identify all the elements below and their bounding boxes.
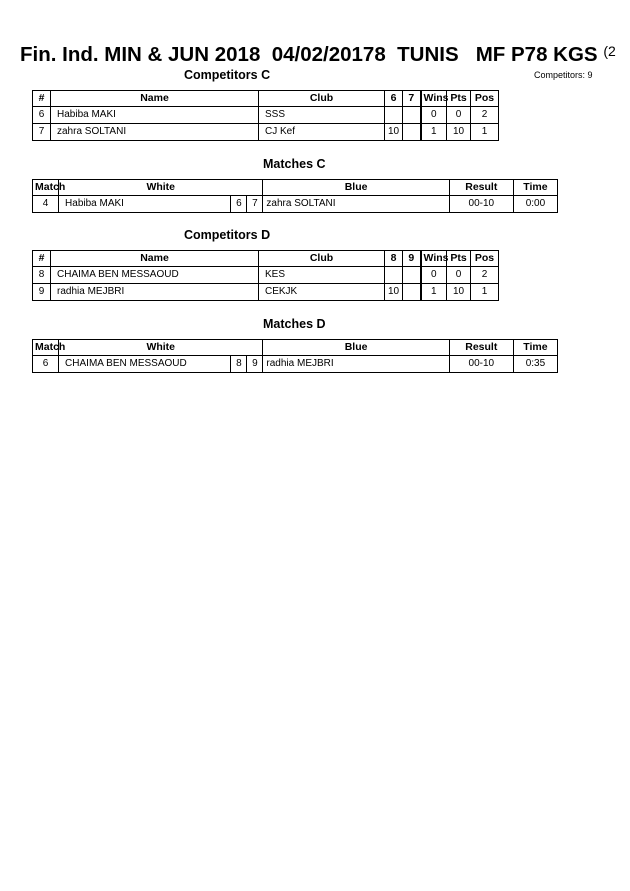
col-num: # [33,91,51,107]
matches-d-heading: Matches D [263,317,326,331]
table-row [33,107,499,124]
matches-c-heading: Matches C [263,157,326,171]
competitor-num: 7 [33,124,51,141]
competitor-pts: 10 [447,284,471,301]
white-name: Habiba MAKI [59,196,231,213]
match-num: 6 [33,356,59,373]
matches-c-table [32,179,558,213]
col-opp2: 9 [403,251,421,267]
competitor-club: SSS [259,107,385,124]
col-match: Match [33,180,59,196]
competitors-d-heading: Competitors D [184,228,271,242]
table-row [33,267,499,284]
col-white: White [59,340,263,356]
competitors-c-table [32,90,499,141]
competitor-pos: 1 [471,124,499,141]
page-title-suffix: (2 [603,43,616,59]
col-blue: Blue [263,340,449,356]
col-pos: Pos [471,91,499,107]
match-time: 0:35 [513,356,557,373]
table-row [33,124,499,141]
match-result: 00-10 [449,196,513,213]
col-time: Time [513,340,557,356]
competitor-name: radhia MEJBRI [51,284,259,301]
col-white: White [59,180,263,196]
score-cell [403,107,421,124]
competitor-club: CJ Kef [259,124,385,141]
match-num: 4 [33,196,59,213]
competitors-count: Competitors: 9 [534,70,593,80]
col-pos: Pos [471,251,499,267]
match-result: 00-10 [449,356,513,373]
competitor-wins: 1 [421,124,447,141]
score-cell [403,284,421,301]
page-title-text: Fin. Ind. MIN & JUN 2018 04/02/20178 TUNIS MF P78 KGS [20,43,598,66]
col-pts: Pts [447,251,471,267]
col-name: Name [51,91,259,107]
col-opp1: 6 [385,91,403,107]
col-club: Club [259,251,385,267]
matches-c-header-row [33,180,558,196]
competitor-pts: 0 [447,107,471,124]
col-result: Result [449,340,513,356]
white-name: CHAIMA BEN MESSAOUD [59,356,231,373]
competitor-wins: 0 [421,107,447,124]
score-cell: 10 [385,124,403,141]
col-opp1: 8 [385,251,403,267]
score-cell: 10 [385,284,403,301]
col-opp2: 7 [403,91,421,107]
score-cell [385,267,403,284]
col-blue: Blue [263,180,449,196]
blue-name: radhia MEJBRI [263,356,449,373]
competitor-club: CEKJK [259,284,385,301]
score-cell [403,267,421,284]
score-cell [403,124,421,141]
competitor-num: 6 [33,107,51,124]
table-row [33,284,499,301]
competitor-pts: 10 [447,124,471,141]
competitor-pos: 2 [471,107,499,124]
page-title [20,43,616,67]
matches-d-header-row [33,340,558,356]
col-name: Name [51,251,259,267]
competitor-num: 8 [33,267,51,284]
col-club: Club [259,91,385,107]
competitor-wins: 0 [421,267,447,284]
blue-name: zahra SOLTANI [263,196,449,213]
competitor-name: Habiba MAKI [51,107,259,124]
competitor-pos: 2 [471,267,499,284]
col-wins: Wins [421,91,447,107]
col-time: Time [513,180,557,196]
white-num: 8 [231,356,247,373]
competitor-name: CHAIMA BEN MESSAOUD [51,267,259,284]
blue-num: 9 [247,356,263,373]
table-row [33,356,558,373]
col-match: Match [33,340,59,356]
competitor-pos: 1 [471,284,499,301]
competitors-d-header-row [33,251,499,267]
competitor-wins: 1 [421,284,447,301]
table-row [33,196,558,213]
competitor-club: KES [259,267,385,284]
competitor-num: 9 [33,284,51,301]
competitors-c-header-row [33,91,499,107]
competitors-d-table [32,250,499,301]
white-num: 6 [231,196,247,213]
match-time: 0:00 [513,196,557,213]
col-wins: Wins [421,251,447,267]
col-num: # [33,251,51,267]
score-cell [385,107,403,124]
matches-d-table [32,339,558,373]
competitors-c-heading: Competitors C [184,68,271,82]
col-pts: Pts [447,91,471,107]
competitor-pts: 0 [447,267,471,284]
competitor-name: zahra SOLTANI [51,124,259,141]
blue-num: 7 [247,196,263,213]
col-result: Result [449,180,513,196]
